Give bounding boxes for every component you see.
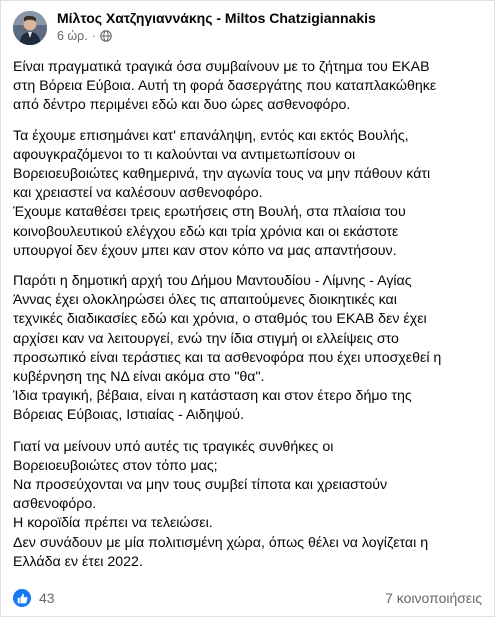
text-line: κοινοβουλευτικού ελέγχου εδώ και τρία χρόνια και οι εκάστοτε: [13, 223, 399, 240]
separator-dot: ·: [91, 29, 96, 43]
text-line: Γιατί να μείνουν υπό αυτές τις τραγικές συνθήκες οι: [13, 438, 334, 455]
text-line: από δέντρο περιμένει εδώ και δυο ώρες ασθενοφόρο.: [13, 97, 351, 114]
text-line: Βόρειας Εύβοιας, Ιστιαίας - Αιδηψού.: [13, 407, 245, 424]
text-line: ασθενοφόρο.: [13, 496, 97, 513]
text-line: Ελλάδα εν έτει 2022.: [13, 553, 143, 570]
text-line: Παρότι η δημοτική αρχή του Δήμου Μαντουδίου - Λίμνης - Αγίας: [13, 273, 412, 290]
like-icon: [13, 589, 31, 607]
text-line: κυβέρνηση της ΝΔ είναι ακόμα στο "θα".: [13, 369, 265, 386]
post-paragraph-4: [13, 438, 485, 572]
text-line: Δεν συνάδουν με μία πολιτισμένη χώρα, όπως θέλει να λογίζεται η: [13, 534, 429, 551]
text-line: Τα έχουμε επισημάνει κατ' επανάληψη, εντός και εκτός Βουλής,: [13, 127, 409, 144]
text-line: Να προσεύχονται να μην τους συμβεί τίποτα και χρειαστούν: [13, 477, 388, 494]
author-name[interactable]: Μίλτος Χατζηγιαννάκης - Miltos Chatzigiannakis: [57, 10, 376, 26]
post-subline: [57, 28, 376, 44]
text-line: Βορειοευβοιώτες στον τόπο μας;: [13, 457, 218, 474]
author-avatar[interactable]: [13, 11, 47, 45]
post-body: [13, 58, 485, 583]
text-line: προσωπικό είναι τεράστιες και τα ασθενοφόρα που έχει υποσχεθεί η: [13, 349, 442, 366]
text-line: στη Βόρεια Εύβοια. Αυτή τη φορά δασεργάτης που καταπλακώθηκε: [13, 78, 437, 95]
text-line: αρχίσει καν να λειτουργεί, ενώ την ίδια στιγμή οι ελλείψεις στο: [13, 330, 399, 347]
text-line: υπουργοί δεν έχουν μπει καν στον κόπο να μας απαντήσουν.: [13, 242, 397, 259]
text-line: αφουγκραζόμενοι το τι καλούνται να αντιμετωπίσουν οι: [13, 146, 356, 163]
text-line: Ίδια τραγική, βέβαια, είναι η κατάσταση και στον έτερο δήμο της: [13, 388, 412, 405]
globe-icon[interactable]: [100, 30, 112, 42]
text-line: και χρειαστεί να καλέσουν ασθενοφόρο.: [13, 185, 263, 202]
text-line: Έχουμε καταθέσει τρεις ερωτήσεις στη Βουλή, στα πλαίσια του: [13, 204, 406, 221]
reactions-summary[interactable]: [13, 589, 55, 607]
text-line: τεχνικές διαδικασίες εδώ και χρόνια, ο σταθμός του ΕΚΑΒ δεν έχει: [13, 311, 427, 328]
shares-count[interactable]: 7 κοινοποιήσεις: [385, 590, 482, 606]
text-line: Βορειοευβοιώτες καθημερινά, την αγωνία τους να μην πάθουν κάτι: [13, 166, 431, 183]
post-paragraph-3: [13, 272, 485, 426]
text-line: Η κοροϊδία πρέπει να τελειώσει.: [13, 515, 213, 532]
post-time[interactable]: 6 ώρ.: [57, 29, 88, 43]
reactions-count[interactable]: 43: [39, 590, 55, 606]
text-line: Είναι πραγματικά τραγικά όσα συμβαίνουν με το ζήτημα του ΕΚΑΒ: [13, 59, 430, 75]
post-paragraph-2: [13, 127, 485, 261]
post-meta: [57, 9, 376, 44]
post-footer: [13, 586, 482, 610]
text-line: Άννας έχει ολοκληρώσει όλες τις απαιτούμενες διοικητικές και: [13, 292, 397, 309]
post-paragraph-1: [13, 58, 485, 116]
post-header: [13, 9, 482, 51]
